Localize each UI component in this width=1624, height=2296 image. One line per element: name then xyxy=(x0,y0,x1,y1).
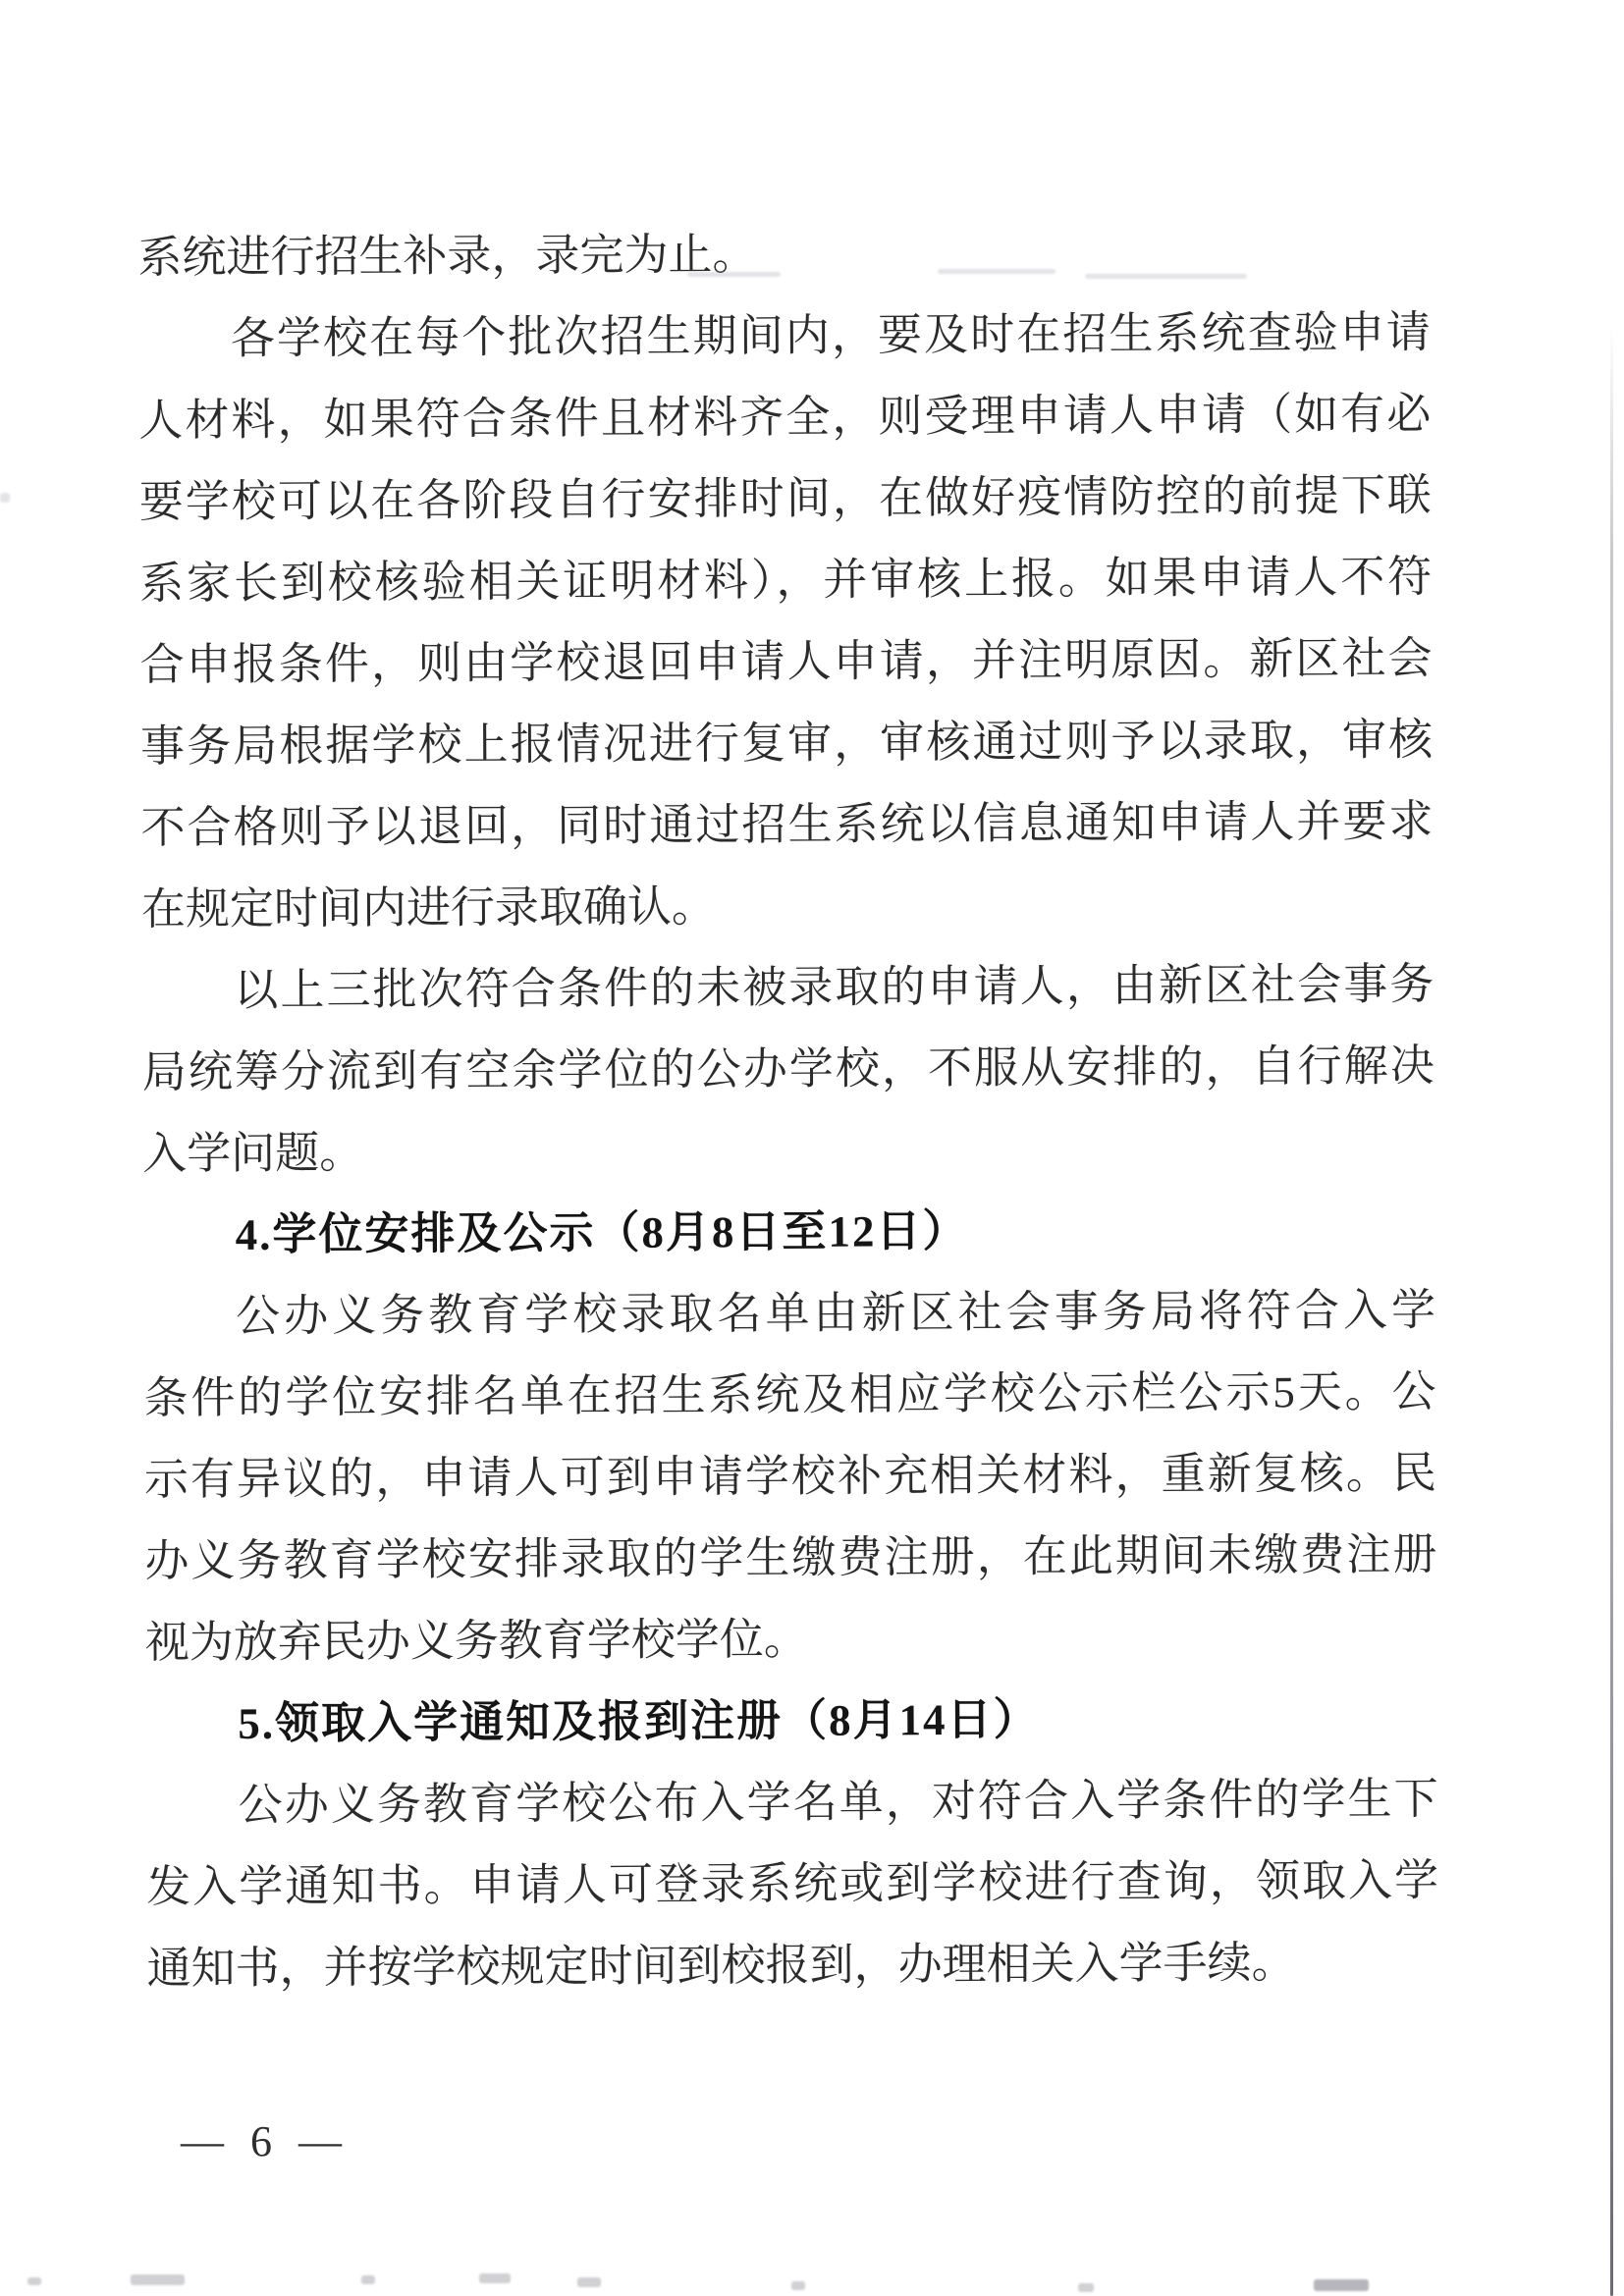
paragraph-line: 不合格则予以退回，同时通过招生系统以信息通知申请人并要求 xyxy=(140,796,1434,853)
paragraph-line: 系统进行招生补录，录完为止。 xyxy=(137,230,757,283)
paragraph-line: 公办义务教育学校公布入学名单，对符合入学条件的学生下 xyxy=(238,1774,1438,1830)
paragraph-line: 办义务教育学校安排录取的学生缴费注册，在此期间未缴费注册 xyxy=(144,1529,1437,1586)
paragraph-line: 以上三批次符合条件的未被录取的申请人，由新区社会事务 xyxy=(234,959,1435,1015)
section-5-heading: 5.领取入学通知及报到注册（8月14日） xyxy=(238,1694,1040,1748)
scan-artifact xyxy=(687,272,781,277)
scan-artifact xyxy=(361,2275,375,2284)
section-4-heading: 4.学位安排及公示（8月8日至12日） xyxy=(235,1206,969,1259)
paragraph-line: 各学校在每个批次招生期间内，要及时在招生系统查验申请 xyxy=(230,307,1431,363)
paragraph-line: 通知书，并按学校规定时间到校报到，办理相关入学手续。 xyxy=(146,1938,1296,1994)
paragraph-line: 要学校可以在各阶段自行安排时间，在做好疫情防控的前提下联 xyxy=(138,470,1432,527)
page-number: — 6 — xyxy=(181,2117,350,2165)
scan-artifact xyxy=(0,493,10,503)
paragraph-line: 事务局根据学校上报情况进行复审，审核通过则予以录取，审核 xyxy=(139,715,1434,772)
paragraph-line: 人材料，如果符合条件且材料齐全，则受理申请人申请（如有必 xyxy=(138,389,1432,446)
paragraph-line: 合申报条件，则由学校退回申请人申请，并注明原因。新区社会 xyxy=(139,633,1433,690)
document-text-block xyxy=(137,211,1439,2010)
paragraph-line: 发入学通知书。申请人可登录系统或到学校进行查询，领取入学 xyxy=(146,1855,1439,1912)
paragraph-line: 视为放弃民办义务教育学校学位。 xyxy=(144,1614,808,1668)
paragraph-line: 在规定时间内进行录取确认。 xyxy=(140,881,717,934)
paragraph-line: 示有异议的，申请人可到申请学校补充相关材料，重新复核。民 xyxy=(143,1448,1437,1505)
scan-artifact xyxy=(577,2277,601,2287)
scan-artifact xyxy=(479,2273,511,2283)
paragraph-line: 条件的学位安排名单在招生系统及相应学校公示栏公示5天。公 xyxy=(143,1366,1436,1423)
scan-artifact xyxy=(27,2277,41,2285)
scan-artifact xyxy=(938,269,1056,274)
scan-artifact xyxy=(1078,2283,1094,2292)
paragraph-line: 系家长到校核验相关证明材料），并审核上报。如果申请人不符 xyxy=(139,552,1433,609)
scan-artifact xyxy=(1314,2279,1369,2291)
paragraph-line: 局统筹分流到有空余学位的公办学校，不服从安排的，自行解决 xyxy=(141,1041,1435,1097)
scan-artifact xyxy=(1085,274,1247,279)
paragraph-line: 公办义务教育学校录取名单由新区社会事务局将符合入学 xyxy=(235,1285,1436,1341)
scan-artifact xyxy=(131,2274,185,2285)
scan-artifact xyxy=(791,2281,805,2290)
paragraph-line: 入学问题。 xyxy=(142,1128,364,1179)
scan-edge-line xyxy=(1610,326,1613,2296)
